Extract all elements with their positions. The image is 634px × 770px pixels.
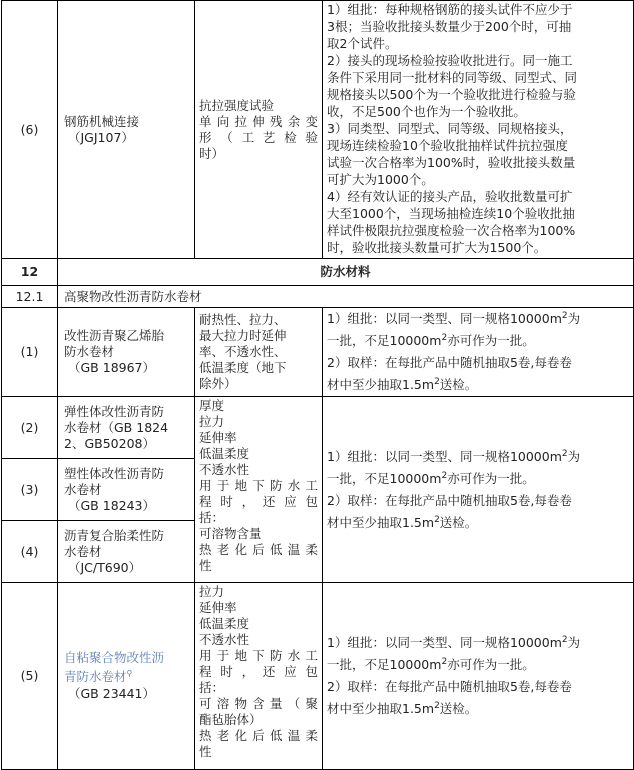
item-name: 改性沥青聚乙烯胎 防水卷材 （GB 18967） (58, 308, 195, 397)
sampling-rules: 1）组批：每种规格钢筋的接头试件不应少于 3根；当验收批接头数量少于200个时，可抽 取2个试件。 2）接头的现场检验按验收批进行。同一施工 条件下采用同一批材料的同等级、同型式、同 规格接头以500个为一个验收批进行检验与验 收，不足500个也作为一个验收批。 3）同类型、同型式、同等级、同规格接头， 现场连续检验10个验收批抽样试件抗拉强度 试验一次合格率为100%时，验收批接头数量 可扩大为1000个。 4）经有效认证的接头产品，验收批数量可扩 大至1000个，当现场抽检连续10个验收批抽 样试件极限抗拉强度检验一次合格率为100% 时，验收批接头数量可扩大为1500个。 (323, 1, 634, 259)
item-name-link[interactable]: 青防水卷材 (64, 669, 127, 685)
sampling-rules: 1）组批：以同一类型、同一规格$10000m^2$为 一批，不足$10000m^2$亦可作为一批。 2）取样：在每批产品中随机抽取5卷,每卷卷 材中至少抽取$1.5m^2$送检。 (323, 397, 634, 583)
item-name: 弹性体改性沥青防 水卷材（GB 1824 2、GB50208） (58, 397, 195, 459)
item-name-link[interactable]: 自粘聚合物改性沥 (64, 650, 165, 666)
sampling-rules: 1）组批：以同一类型、同一规格$10000m^2$为 一批，不足$10000m^2$亦可作为一批。 2）取样：在每批产品中随机抽取5卷,每卷卷 材中至少抽取$1.5m^2$送检。 (323, 583, 634, 770)
row-number: (5) (2, 583, 58, 770)
test-items: 厚度 拉力 延伸率 低温柔度 不透水性 用于地下防水工 程时，还应包 括： 可溶物含量 热老化后低温柔 性 (195, 397, 323, 583)
table-row (2, 1, 634, 259)
section-title: 防水材料 (58, 259, 634, 286)
row-number: (4) (2, 521, 58, 583)
test-items: 抗拉强度试验 单向拉伸残余变 形（工艺检验 时） (195, 1, 323, 259)
table-row (2, 397, 634, 459)
row-number: (3) (2, 459, 58, 521)
row-number: (2) (2, 397, 58, 459)
test-items: 拉力 延伸率 低温柔度 不透水性 用于地下防水工 程时，还应包 括： 可溶物含量（聚 酯毡胎体） 热老化后低温柔 性 (195, 583, 323, 770)
sampling-rules: 1）组批：以同一类型、同一规格$10000m^2$为 一批，不足$10000m^2$亦可作为一批。 2）取样：在每批产品中随机抽取5卷,每卷卷 材中至少抽取$1.5m^2$送检。 (323, 308, 634, 397)
subsection-title: 高聚物改性沥青防水卷材 (58, 286, 634, 308)
subsection-row (2, 286, 634, 308)
subsection-number: 12.1 (2, 286, 58, 308)
table-row (2, 583, 634, 770)
row-number: (1) (2, 308, 58, 397)
table-row (2, 308, 634, 397)
test-items: 耐热性、拉力、 最大拉力时延伸 率、不透水性、 低温柔度（地下 除外） (195, 308, 323, 397)
item-name: 自粘聚合物改性沥 青防水卷材⚲ （GB 23441） (58, 583, 195, 770)
spec-table (1, 0, 634, 770)
section-row (2, 259, 634, 286)
item-name: 沥青复合胎柔性防 水卷材 （JC/T690） (58, 521, 195, 583)
section-number: 12 (2, 259, 58, 286)
search-icon[interactable]: ⚲ (126, 669, 133, 679)
item-name: 钢筋机械连接 （JGJ107） (58, 1, 195, 259)
row-number: (6) (2, 1, 58, 259)
item-name: 塑性体改性沥青防 水卷材 （GB 18243） (58, 459, 195, 521)
